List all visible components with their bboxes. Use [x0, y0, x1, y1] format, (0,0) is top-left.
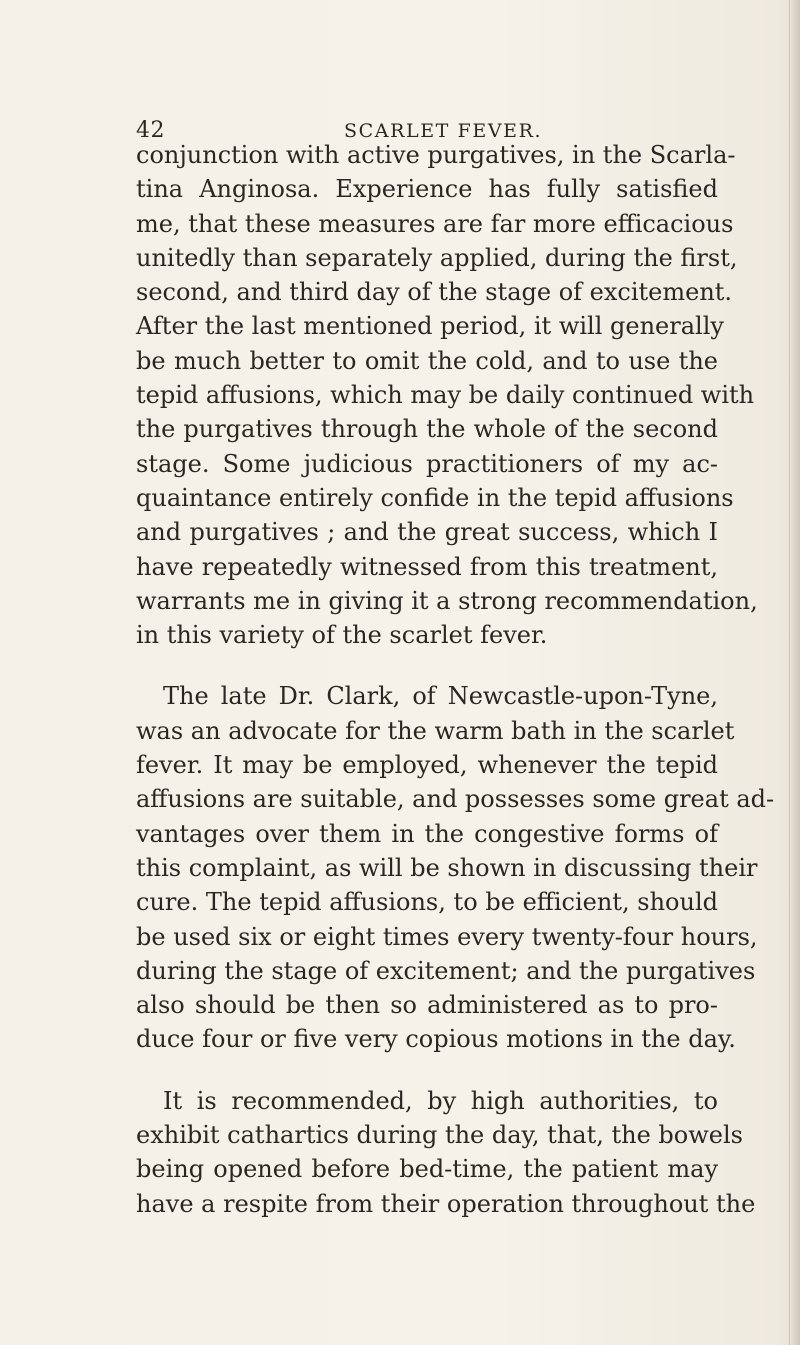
text-line: It is recommended, by high authorities, to [163, 1086, 718, 1115]
text-line: The late Dr. Clark, of Newcastle-upon-Tyne, [163, 682, 718, 711]
text-line: quaintance entirely confide in the tepid affusions [136, 483, 734, 512]
text-line: be used six or eight times every twenty-four hours, [136, 922, 758, 951]
text-line: tepid affusions, which may be daily continued with [136, 381, 755, 410]
text-line: unitedly than separately applied, during the first, [136, 243, 738, 272]
text-line: and purgatives ; and the great success, which I [136, 518, 718, 547]
paragraph [136, 679, 775, 1056]
text-line: was an advocate for the warm bath in the scarlet [136, 716, 735, 745]
text-line: cure. The tepid affusions, to be efficient, should [136, 888, 718, 917]
page-edge-shadow [789, 0, 800, 1345]
text-line: me, that these measures are far more efficacious [136, 209, 734, 238]
running-head: SCARLET FEVER. [344, 120, 543, 142]
paragraph-gap [136, 652, 718, 679]
text-line: second, and third day of the stage of excitement. [136, 278, 733, 307]
text-line: in this variety of the scarlet fever. [136, 621, 548, 650]
text-line: be much better to omit the cold, and to use the [136, 346, 718, 375]
text-line: being opened before bed-time, the patient may [136, 1155, 718, 1184]
page-number: 42 [136, 118, 165, 143]
text-line: vantages over them in the congestive forms of [136, 819, 718, 848]
paragraph [136, 1084, 756, 1221]
text-line: After the last mentioned period, it will generally [136, 312, 724, 341]
paragraph [136, 138, 758, 652]
text-line: conjunction with active purgatives, in the Scarla- [136, 141, 736, 169]
text-line: tina Anginosa. Experience has fully satisfied [136, 175, 718, 204]
text-line: fever. It may be employed, whenever the tepid [136, 751, 718, 780]
text-line: affusions are suitable, and possesses some great ad- [136, 785, 775, 814]
paragraph-gap [136, 1057, 718, 1084]
text-line: this complaint, as will be shown in discussing their [136, 853, 758, 882]
text-line: exhibit cathartics during the day, that, the bowels [136, 1121, 743, 1150]
text-line: duce four or five very copious motions in the day. [136, 1025, 736, 1054]
text-line: also should be then so administered as to pro- [136, 991, 718, 1020]
text-line: have a respite from their operation throughout the [136, 1189, 756, 1218]
text-line: during the stage of excitement; and the purgatives [136, 956, 756, 985]
text-line: warrants me in giving it a strong recommendation, [136, 586, 758, 615]
text-line: have repeatedly witnessed from this treatment, [136, 552, 718, 581]
body-text [136, 138, 775, 1221]
text-line: stage. Some judicious practitioners of my ac- [136, 449, 718, 478]
text-line: the purgatives through the whole of the second [136, 415, 718, 444]
